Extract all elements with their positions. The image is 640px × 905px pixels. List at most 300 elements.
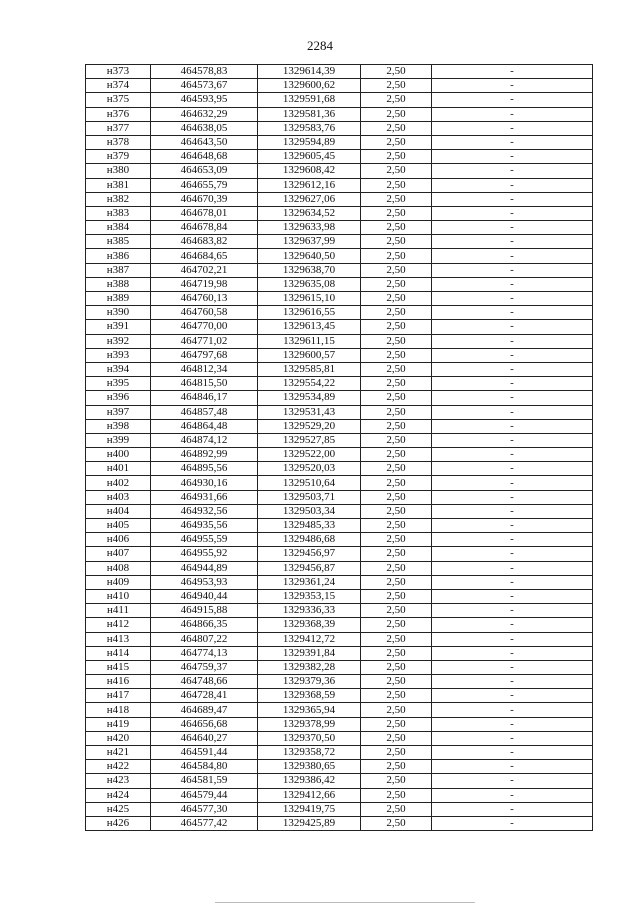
x-coordinate-cell: 464760,58 [151,306,258,320]
y-coordinate-cell: 1329633,98 [258,221,361,235]
x-coordinate-cell: 464643,50 [151,135,258,149]
error-cell: 2,50 [361,79,432,93]
y-coordinate-cell: 1329635,08 [258,277,361,291]
table-row [86,575,593,589]
y-coordinate-cell: 1329358,72 [258,746,361,760]
x-coordinate-cell: 464815,50 [151,377,258,391]
x-coordinate-cell: 464857,48 [151,405,258,419]
point-id-cell: н412 [86,618,151,632]
error-cell: 2,50 [361,391,432,405]
y-coordinate-cell: 1329637,99 [258,235,361,249]
table-row [86,433,593,447]
description-cell: - [432,277,593,291]
error-cell: 2,50 [361,618,432,632]
point-id-cell: н384 [86,221,151,235]
y-coordinate-cell: 1329529,20 [258,419,361,433]
point-id-cell: н395 [86,377,151,391]
description-cell: - [432,760,593,774]
y-coordinate-cell: 1329594,89 [258,135,361,149]
description-cell: - [432,519,593,533]
y-coordinate-cell: 1329613,45 [258,320,361,334]
error-cell: 2,50 [361,221,432,235]
y-coordinate-cell: 1329627,06 [258,192,361,206]
y-coordinate-cell: 1329365,94 [258,703,361,717]
point-id-cell: н377 [86,121,151,135]
y-coordinate-cell: 1329368,39 [258,618,361,632]
table-row [86,235,593,249]
error-cell: 2,50 [361,206,432,220]
point-id-cell: н382 [86,192,151,206]
description-cell: - [432,107,593,121]
point-id-cell: н413 [86,632,151,646]
description-cell: - [432,334,593,348]
error-cell: 2,50 [361,802,432,816]
table-row [86,717,593,731]
y-coordinate-cell: 1329425,89 [258,816,361,830]
y-coordinate-cell: 1329612,16 [258,178,361,192]
error-cell: 2,50 [361,263,432,277]
table-row [86,391,593,405]
description-cell: - [432,263,593,277]
description-cell: - [432,604,593,618]
x-coordinate-cell: 464581,59 [151,774,258,788]
description-cell: - [432,448,593,462]
error-cell: 2,50 [361,150,432,164]
point-id-cell: н389 [86,292,151,306]
point-id-cell: н385 [86,235,151,249]
x-coordinate-cell: 464578,83 [151,65,258,79]
y-coordinate-cell: 1329614,39 [258,65,361,79]
x-coordinate-cell: 464915,88 [151,604,258,618]
error-cell: 2,50 [361,306,432,320]
x-coordinate-cell: 464655,79 [151,178,258,192]
error-cell: 2,50 [361,362,432,376]
table-row [86,306,593,320]
x-coordinate-cell: 464748,66 [151,675,258,689]
y-coordinate-cell: 1329382,28 [258,660,361,674]
description-cell: - [432,675,593,689]
x-coordinate-cell: 464577,30 [151,802,258,816]
description-cell: - [432,660,593,674]
x-coordinate-cell: 464895,56 [151,462,258,476]
point-id-cell: н394 [86,362,151,376]
table-row [86,65,593,79]
point-id-cell: н386 [86,249,151,263]
table-row [86,135,593,149]
error-cell: 2,50 [361,433,432,447]
table-row [86,504,593,518]
error-cell: 2,50 [361,277,432,291]
error-cell: 2,50 [361,178,432,192]
x-coordinate-cell: 464684,65 [151,249,258,263]
error-cell: 2,50 [361,476,432,490]
point-id-cell: н406 [86,533,151,547]
table-row [86,675,593,689]
description-cell: - [432,646,593,660]
table-row [86,320,593,334]
y-coordinate-cell: 1329368,59 [258,689,361,703]
point-id-cell: н387 [86,263,151,277]
y-coordinate-cell: 1329611,15 [258,334,361,348]
point-id-cell: н381 [86,178,151,192]
description-cell: - [432,206,593,220]
x-coordinate-cell: 464579,44 [151,788,258,802]
table-row [86,533,593,547]
y-coordinate-cell: 1329380,65 [258,760,361,774]
table-row [86,760,593,774]
point-id-cell: н426 [86,816,151,830]
description-cell: - [432,490,593,504]
x-coordinate-cell: 464577,42 [151,816,258,830]
x-coordinate-cell: 464935,56 [151,519,258,533]
y-coordinate-cell: 1329527,85 [258,433,361,447]
y-coordinate-cell: 1329503,71 [258,490,361,504]
error-cell: 2,50 [361,65,432,79]
x-coordinate-cell: 464774,13 [151,646,258,660]
point-id-cell: н390 [86,306,151,320]
y-coordinate-cell: 1329486,68 [258,533,361,547]
x-coordinate-cell: 464892,99 [151,448,258,462]
point-id-cell: н415 [86,660,151,674]
point-id-cell: н375 [86,93,151,107]
description-cell: - [432,717,593,731]
y-coordinate-cell: 1329391,84 [258,646,361,660]
description-cell: - [432,178,593,192]
x-coordinate-cell: 464797,68 [151,348,258,362]
description-cell: - [432,292,593,306]
x-coordinate-cell: 464931,66 [151,490,258,504]
error-cell: 2,50 [361,107,432,121]
table-row [86,632,593,646]
point-id-cell: н408 [86,561,151,575]
error-cell: 2,50 [361,292,432,306]
point-id-cell: н396 [86,391,151,405]
table-row [86,292,593,306]
point-id-cell: н391 [86,320,151,334]
table-row [86,604,593,618]
description-cell: - [432,476,593,490]
point-id-cell: н425 [86,802,151,816]
y-coordinate-cell: 1329615,10 [258,292,361,306]
point-id-cell: н403 [86,490,151,504]
description-cell: - [432,746,593,760]
x-coordinate-cell: 464719,98 [151,277,258,291]
error-cell: 2,50 [361,646,432,660]
error-cell: 2,50 [361,121,432,135]
y-coordinate-cell: 1329485,33 [258,519,361,533]
error-cell: 2,50 [361,348,432,362]
error-cell: 2,50 [361,788,432,802]
description-cell: - [432,547,593,561]
point-id-cell: н398 [86,419,151,433]
error-cell: 2,50 [361,419,432,433]
description-cell: - [432,93,593,107]
x-coordinate-cell: 464770,00 [151,320,258,334]
y-coordinate-cell: 1329600,62 [258,79,361,93]
y-coordinate-cell: 1329638,70 [258,263,361,277]
y-coordinate-cell: 1329600,57 [258,348,361,362]
description-cell: - [432,405,593,419]
table-row [86,490,593,504]
error-cell: 2,50 [361,632,432,646]
table-row [86,788,593,802]
x-coordinate-cell: 464846,17 [151,391,258,405]
y-coordinate-cell: 1329605,45 [258,150,361,164]
table-row [86,107,593,121]
point-id-cell: н402 [86,476,151,490]
error-cell: 2,50 [361,703,432,717]
point-id-cell: н410 [86,589,151,603]
y-coordinate-cell: 1329412,72 [258,632,361,646]
error-cell: 2,50 [361,746,432,760]
table-row [86,419,593,433]
point-id-cell: н420 [86,731,151,745]
table-row [86,263,593,277]
table-row [86,689,593,703]
error-cell: 2,50 [361,689,432,703]
error-cell: 2,50 [361,575,432,589]
table-row [86,121,593,135]
error-cell: 2,50 [361,377,432,391]
point-id-cell: н423 [86,774,151,788]
table-row [86,703,593,717]
table-row [86,476,593,490]
point-id-cell: н404 [86,504,151,518]
point-id-cell: н388 [86,277,151,291]
x-coordinate-cell: 464760,13 [151,292,258,306]
description-cell: - [432,221,593,235]
x-coordinate-cell: 464771,02 [151,334,258,348]
table-row [86,731,593,745]
error-cell: 2,50 [361,249,432,263]
point-id-cell: н407 [86,547,151,561]
point-id-cell: н380 [86,164,151,178]
x-coordinate-cell: 464944,89 [151,561,258,575]
description-cell: - [432,306,593,320]
error-cell: 2,50 [361,660,432,674]
description-cell: - [432,575,593,589]
description-cell: - [432,79,593,93]
description-cell: - [432,462,593,476]
table-row [86,221,593,235]
error-cell: 2,50 [361,675,432,689]
table-row [86,802,593,816]
x-coordinate-cell: 464955,59 [151,533,258,547]
point-id-cell: н392 [86,334,151,348]
y-coordinate-cell: 1329379,36 [258,675,361,689]
point-id-cell: н397 [86,405,151,419]
description-cell: - [432,632,593,646]
error-cell: 2,50 [361,320,432,334]
description-cell: - [432,150,593,164]
x-coordinate-cell: 464932,56 [151,504,258,518]
error-cell: 2,50 [361,93,432,107]
point-id-cell: н378 [86,135,151,149]
x-coordinate-cell: 464689,47 [151,703,258,717]
y-coordinate-cell: 1329336,33 [258,604,361,618]
y-coordinate-cell: 1329361,24 [258,575,361,589]
y-coordinate-cell: 1329353,15 [258,589,361,603]
x-coordinate-cell: 464930,16 [151,476,258,490]
description-cell: - [432,348,593,362]
x-coordinate-cell: 464702,21 [151,263,258,277]
description-cell: - [432,192,593,206]
coordinates-table [85,64,593,831]
point-id-cell: н379 [86,150,151,164]
table-row [86,646,593,660]
y-coordinate-cell: 1329608,42 [258,164,361,178]
description-cell: - [432,802,593,816]
description-cell: - [432,121,593,135]
table-row [86,150,593,164]
description-cell: - [432,731,593,745]
x-coordinate-cell: 464670,39 [151,192,258,206]
x-coordinate-cell: 464940,44 [151,589,258,603]
description-cell: - [432,433,593,447]
table-row [86,93,593,107]
y-coordinate-cell: 1329585,81 [258,362,361,376]
y-coordinate-cell: 1329456,87 [258,561,361,575]
x-coordinate-cell: 464593,95 [151,93,258,107]
error-cell: 2,50 [361,490,432,504]
x-coordinate-cell: 464648,68 [151,150,258,164]
description-cell: - [432,391,593,405]
table-row [86,519,593,533]
point-id-cell: н399 [86,433,151,447]
x-coordinate-cell: 464955,92 [151,547,258,561]
description-cell: - [432,589,593,603]
table-row [86,405,593,419]
error-cell: 2,50 [361,519,432,533]
description-cell: - [432,362,593,376]
x-coordinate-cell: 464678,84 [151,221,258,235]
point-id-cell: н421 [86,746,151,760]
x-coordinate-cell: 464678,01 [151,206,258,220]
y-coordinate-cell: 1329370,50 [258,731,361,745]
table-row [86,448,593,462]
x-coordinate-cell: 464656,68 [151,717,258,731]
x-coordinate-cell: 464759,37 [151,660,258,674]
y-coordinate-cell: 1329456,97 [258,547,361,561]
point-id-cell: н424 [86,788,151,802]
error-cell: 2,50 [361,561,432,575]
description-cell: - [432,774,593,788]
table-row [86,462,593,476]
error-cell: 2,50 [361,405,432,419]
y-coordinate-cell: 1329640,50 [258,249,361,263]
error-cell: 2,50 [361,589,432,603]
x-coordinate-cell: 464953,93 [151,575,258,589]
description-cell: - [432,703,593,717]
error-cell: 2,50 [361,760,432,774]
table-row [86,377,593,391]
table-row [86,192,593,206]
table-row [86,277,593,291]
description-cell: - [432,816,593,830]
description-cell: - [432,689,593,703]
table-row [86,249,593,263]
error-cell: 2,50 [361,547,432,561]
point-id-cell: н401 [86,462,151,476]
point-id-cell: н373 [86,65,151,79]
x-coordinate-cell: 464632,29 [151,107,258,121]
y-coordinate-cell: 1329510,64 [258,476,361,490]
y-coordinate-cell: 1329534,89 [258,391,361,405]
error-cell: 2,50 [361,235,432,249]
error-cell: 2,50 [361,462,432,476]
x-coordinate-cell: 464812,34 [151,362,258,376]
y-coordinate-cell: 1329554,22 [258,377,361,391]
x-coordinate-cell: 464573,67 [151,79,258,93]
y-coordinate-cell: 1329386,42 [258,774,361,788]
error-cell: 2,50 [361,816,432,830]
point-id-cell: н414 [86,646,151,660]
coordinates-table-body [86,65,593,831]
page-number: 2284 [307,38,333,53]
table-row [86,618,593,632]
x-coordinate-cell: 464638,05 [151,121,258,135]
error-cell: 2,50 [361,164,432,178]
error-cell: 2,50 [361,192,432,206]
point-id-cell: н422 [86,760,151,774]
x-coordinate-cell: 464864,48 [151,419,258,433]
description-cell: - [432,504,593,518]
description-cell: - [432,618,593,632]
point-id-cell: н393 [86,348,151,362]
description-cell: - [432,65,593,79]
point-id-cell: н411 [86,604,151,618]
description-cell: - [432,533,593,547]
point-id-cell: н383 [86,206,151,220]
table-row [86,348,593,362]
y-coordinate-cell: 1329581,36 [258,107,361,121]
table-row [86,79,593,93]
error-cell: 2,50 [361,731,432,745]
x-coordinate-cell: 464683,82 [151,235,258,249]
table-row [86,164,593,178]
x-coordinate-cell: 464874,12 [151,433,258,447]
y-coordinate-cell: 1329616,55 [258,306,361,320]
y-coordinate-cell: 1329419,75 [258,802,361,816]
table-row [86,816,593,830]
y-coordinate-cell: 1329583,76 [258,121,361,135]
x-coordinate-cell: 464640,27 [151,731,258,745]
point-id-cell: н409 [86,575,151,589]
description-cell: - [432,235,593,249]
table-row [86,547,593,561]
table-row [86,178,593,192]
description-cell: - [432,419,593,433]
y-coordinate-cell: 1329634,52 [258,206,361,220]
description-cell: - [432,320,593,334]
y-coordinate-cell: 1329412,66 [258,788,361,802]
y-coordinate-cell: 1329520,03 [258,462,361,476]
description-cell: - [432,788,593,802]
x-coordinate-cell: 464653,09 [151,164,258,178]
y-coordinate-cell: 1329522,00 [258,448,361,462]
description-cell: - [432,164,593,178]
y-coordinate-cell: 1329591,68 [258,93,361,107]
y-coordinate-cell: 1329503,34 [258,504,361,518]
point-id-cell: н400 [86,448,151,462]
table-row [86,774,593,788]
table-row [86,589,593,603]
x-coordinate-cell: 464807,22 [151,632,258,646]
table-row [86,362,593,376]
error-cell: 2,50 [361,135,432,149]
y-coordinate-cell: 1329378,99 [258,717,361,731]
table-row [86,206,593,220]
